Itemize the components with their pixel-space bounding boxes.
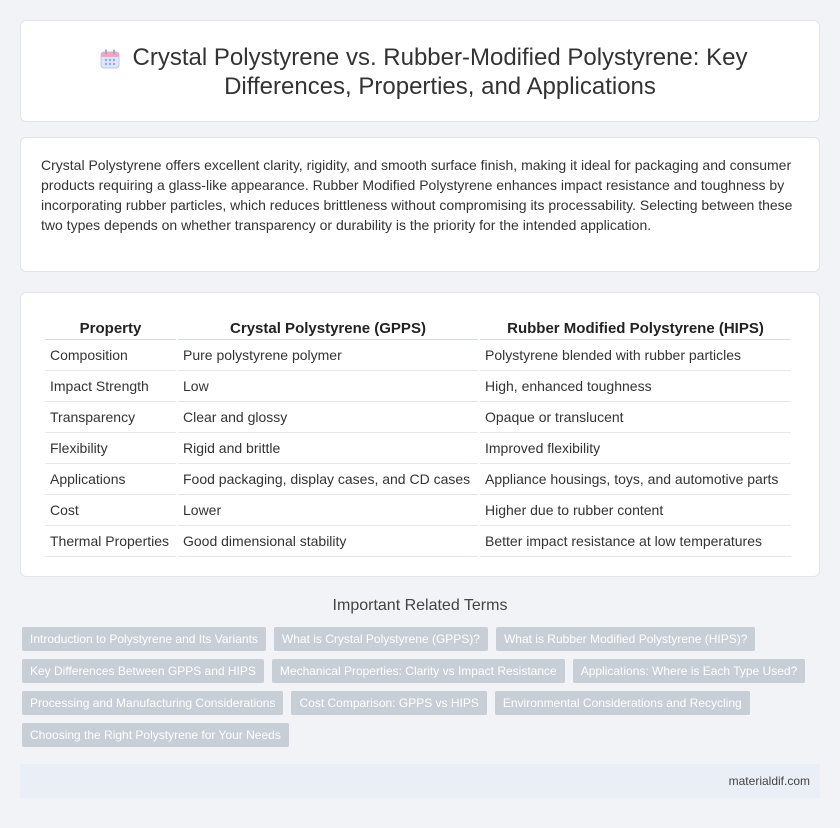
column-header-property: Property: [45, 313, 176, 340]
table-cell: Transparency: [45, 402, 176, 433]
table-cell: Clear and glossy: [178, 402, 478, 433]
related-term-tag[interactable]: Choosing the Right Polystyrene for Your Needs: [22, 723, 289, 747]
comparison-table: [43, 313, 793, 557]
table-cell: Applications: [45, 464, 176, 495]
page-title: Crystal Polystyrene vs. Rubber-Modified Polystyrene: Key Differences, Properties, and Applications: [132, 44, 748, 100]
table-cell: Food packaging, display cases, and CD cases: [178, 464, 478, 495]
table-cell: Rigid and brittle: [178, 433, 478, 464]
table-cell: Cost: [45, 495, 176, 526]
intro-paragraph: Crystal Polystyrene offers excellent clarity, rigidity, and smooth surface finish, making it ideal for packaging and consumer products requiring a glass-like appearance. Rubber Modified Polystyrene enhances impact resistance and toughness by incorporating rubber particles, which reduces brittleness without compromising its processability. Selecting between these two types depends on whether transparency or durability is the priority for the intended application.: [41, 157, 793, 233]
table-header-row: [45, 313, 791, 340]
table-cell: Thermal Properties: [45, 526, 176, 557]
related-term-tag[interactable]: What is Crystal Polystyrene (GPPS)?: [274, 627, 488, 651]
table-cell: Lower: [178, 495, 478, 526]
table-row: [45, 495, 791, 526]
related-terms-list: [22, 627, 812, 755]
tag-row: [22, 627, 812, 651]
table-cell: Higher due to rubber content: [480, 495, 791, 526]
table-row: [45, 340, 791, 371]
footer: [20, 764, 820, 798]
related-term-tag[interactable]: Introduction to Polystyrene and Its Variants: [22, 627, 266, 651]
table-cell: High, enhanced toughness: [480, 371, 791, 402]
related-term-tag[interactable]: Processing and Manufacturing Considerations: [22, 691, 283, 715]
related-term-tag[interactable]: What is Rubber Modified Polystyrene (HIPS)?: [496, 627, 755, 651]
related-term-tag[interactable]: Key Differences Between GPPS and HIPS: [22, 659, 264, 683]
table-cell: Appliance housings, toys, and automotive parts: [480, 464, 791, 495]
related-term-tag[interactable]: Environmental Considerations and Recycling: [495, 691, 750, 715]
table-cell: Better impact resistance at low temperatures: [480, 526, 791, 557]
table-cell: Polystyrene blended with rubber particles: [480, 340, 791, 371]
tag-row: [22, 659, 812, 683]
table-cell: Flexibility: [45, 433, 176, 464]
related-term-tag[interactable]: Applications: Where is Each Type Used?: [573, 659, 806, 683]
intro-card: [20, 137, 820, 272]
table-cell: Impact Strength: [45, 371, 176, 402]
table-cell: Improved flexibility: [480, 433, 791, 464]
site-name[interactable]: materialdif.com: [728, 774, 810, 788]
table-cell: Low: [178, 371, 478, 402]
table-row: [45, 464, 791, 495]
related-terms-heading: Important Related Terms: [332, 597, 508, 614]
related-term-tag[interactable]: Cost Comparison: GPPS vs HIPS: [291, 691, 486, 715]
column-header-gpps: Crystal Polystyrene (GPPS): [178, 313, 478, 340]
tag-row: [22, 723, 812, 747]
table-row: [45, 526, 791, 557]
column-header-hips: Rubber Modified Polystyrene (HIPS): [480, 313, 791, 340]
table-row: [45, 371, 791, 402]
table-row: [45, 433, 791, 464]
related-term-tag[interactable]: Mechanical Properties: Clarity vs Impact Resistance: [272, 659, 565, 683]
title-card: [20, 20, 820, 122]
tag-row: [22, 691, 812, 715]
table-row: [45, 402, 791, 433]
table-cell: Composition: [45, 340, 176, 371]
comparison-table-card: [20, 292, 820, 577]
table-cell: Good dimensional stability: [178, 526, 478, 557]
table-cell: Pure polystyrene polymer: [178, 340, 478, 371]
table-cell: Opaque or translucent: [480, 402, 791, 433]
